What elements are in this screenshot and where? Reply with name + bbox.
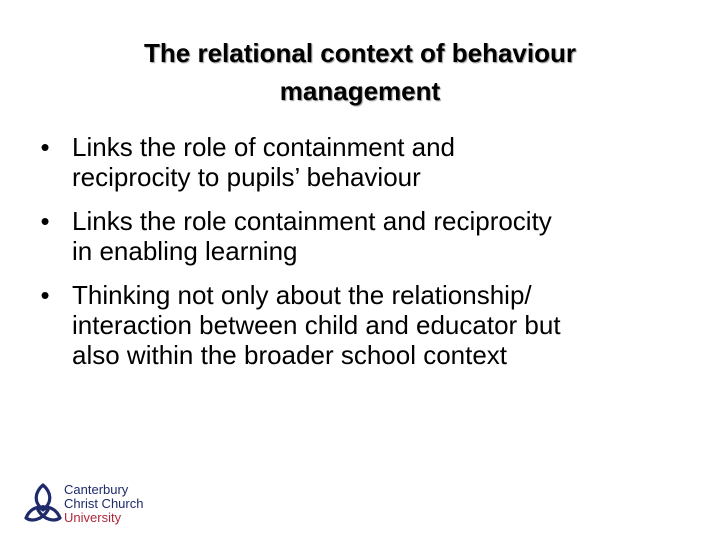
bullet-item-1: [30, 132, 690, 192]
bullet-1-line-1: Links the role of containment and: [72, 132, 456, 162]
bullet-list: [30, 132, 690, 384]
interlaced-knot-icon: [20, 480, 66, 526]
bullet-3-line-3: also within the broader school context: [72, 340, 508, 370]
bullet-1-line-2: reciprocity to pupils’ behaviour: [72, 162, 421, 192]
bullet-3-line-2: interaction between child and educator but: [72, 310, 561, 340]
logo-line-2: Christ Church: [64, 496, 144, 511]
bullet-3-line-1: Thinking not only about the relationship/: [72, 280, 532, 310]
logo-wordmark: [64, 483, 143, 525]
logo-line-3: University: [64, 510, 122, 525]
slide-title: [60, 34, 660, 110]
logo-line-1: Canterbury: [64, 482, 129, 497]
bullet-item-2: [30, 206, 690, 266]
university-logo: [20, 480, 180, 530]
bullet-marker: •: [40, 280, 50, 310]
slide-title-line-2: management: [279, 76, 441, 106]
slide-title-line-1: The relational context of behaviour: [144, 38, 576, 68]
bullet-2-line-1: Links the role containment and reciprocity: [72, 206, 552, 236]
bullet-marker: •: [40, 132, 50, 162]
bullet-2-line-2: in enabling learning: [72, 236, 298, 266]
bullet-marker: •: [40, 206, 50, 236]
bullet-item-3: [30, 280, 690, 370]
